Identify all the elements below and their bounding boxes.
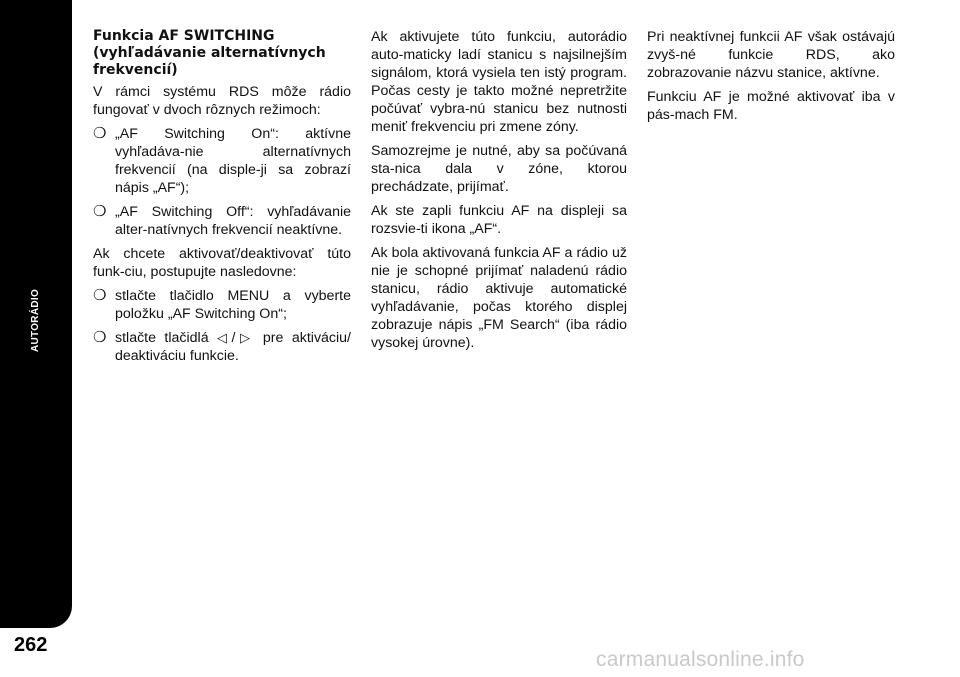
step-slash: / bbox=[231, 330, 236, 346]
bullet-circle-icon: ❍ bbox=[93, 203, 107, 220]
step-item-2 bbox=[93, 329, 351, 365]
section-label-text: AUTORÁDIO bbox=[30, 288, 42, 352]
column-2 bbox=[371, 28, 627, 358]
body-paragraph: Funkciu AF je možné aktivovať iba v pás-mach FM. bbox=[647, 89, 895, 123]
arrow-left-icon: ◁ bbox=[217, 330, 232, 345]
mode-item-on bbox=[93, 125, 351, 197]
sidebar bbox=[0, 0, 72, 677]
body-paragraph: Ak bola aktivovaná funkcia AF a rádio už nie je schopné prijímať naladenú rádio stanicu, rádio aktivuje automatické vyhľadávanie, počas ktorého displej zobrazuje nápis „FM Search“ (iba rádio vysokej úrovne). bbox=[371, 245, 627, 351]
body-paragraph: Samozrejme je nutné, aby sa počúvaná sta-nica dala v zóne, ktorou prechádzate, prijímať. bbox=[371, 143, 627, 195]
intro-paragraph: V rámci systému RDS môže rádio fungovať v dvoch rôznych režimoch: bbox=[93, 84, 351, 118]
mode-item-text: „AF Switching On“: aktívne vyhľadáva-nie alternatívnych frekvencií (na disple-ji sa zobrazí nápis „AF“); bbox=[115, 126, 351, 196]
step-text-prefix: stlačte tlačidlá bbox=[115, 330, 209, 346]
page-number: 262 bbox=[14, 634, 48, 656]
mode-item-text: „AF Switching Off“: vyhľadávanie alter-natívnych frekvencií neaktívne. bbox=[115, 204, 351, 238]
body-paragraph: Ak ste zapli funkciu AF na displeji sa rozsvie-ti ikona „AF“. bbox=[371, 203, 627, 237]
body-paragraph: Pri neaktívnej funkcii AF však ostávajú zvyš-né funkcie RDS, ako zobrazovanie názvu stanice, aktívne. bbox=[647, 29, 895, 81]
watermark: carmanualsonline.info bbox=[596, 648, 805, 671]
instructions-intro: Ak chcete aktivovať/deaktivovať túto funk-ciu, postupujte nasledovne: bbox=[93, 246, 351, 280]
step-text-suffix: pre aktiváciu/ deaktiváciu funkcie. bbox=[115, 330, 352, 364]
bullet-circle-icon: ❍ bbox=[93, 329, 107, 346]
body-paragraph: Ak aktivujete túto funkciu, autorádio auto-maticky ladí stanicu s najsilnejším signálom, ktorá vysiela ten istý program. Počas cesty je takto možné nepretržite počúvať vybra-nú stanicu bez nutnosti meniť frekvenciu pri zmene zóny. bbox=[371, 29, 627, 135]
step-item-1 bbox=[93, 287, 351, 323]
section-label bbox=[26, 280, 46, 360]
arrow-right-icon: ▷ bbox=[235, 330, 255, 345]
step-text: stlačte tlačidlo MENU a vyberte položku „AF Switching On“; bbox=[115, 288, 351, 322]
section-heading: Funkcia AF SWITCHING (vyhľadávanie alternatívnych frekvencií) bbox=[93, 28, 326, 78]
mode-item-off bbox=[93, 203, 351, 239]
column-3 bbox=[647, 28, 895, 130]
bullet-circle-icon: ❍ bbox=[93, 287, 107, 304]
column-1 bbox=[93, 28, 351, 371]
bullet-circle-icon: ❍ bbox=[93, 125, 107, 142]
